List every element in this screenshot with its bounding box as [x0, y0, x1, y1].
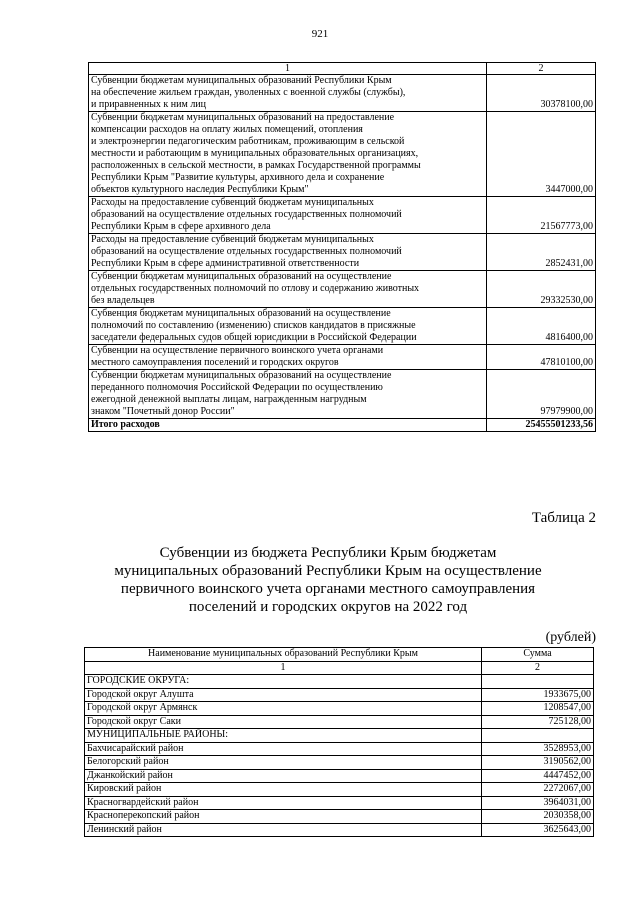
municipality-amount: 3528953,00: [482, 742, 594, 756]
table-row: [89, 112, 596, 197]
municipality-amount: 1208547,00: [482, 702, 594, 716]
municipality-amount: 3190562,00: [482, 756, 594, 770]
unit-label: (рублей): [545, 630, 596, 645]
table-2-title: Субвенции из бюджета Республики Крым бюджетам муниципальных образований Республики Крым на осуществление первичного воинского учета органами местного самоуправления поселений и городских округов на 2022 год: [114, 545, 542, 615]
municipality-name: Ленинский район: [85, 823, 482, 837]
table-row: [89, 75, 596, 112]
table-row: [89, 345, 596, 370]
table-row: [85, 715, 594, 729]
column-number-2: 2: [482, 661, 594, 675]
row-amount: 4816400,00: [487, 308, 596, 345]
row-description: Субвенции бюджетам муниципальных образований на предоставление компенсации расходов на оплату жилых помещений, отопления и электроэнергии педагогическим работникам, проживающим в сельской местности и работающим в муниципальных образовательных организациях, расположенных в сельской местности, в рамках Государственной программы Республики Крым "Развитие культуры, архивного дела и сохранение объектов культурного наследия Республики Крым": [91, 112, 421, 195]
municipality-amount: 4447452,00: [482, 769, 594, 783]
expenses-table: [88, 62, 596, 432]
row-description: Субвенции бюджетам муниципальных образований на осуществление переданного полномочия Российской Федерации по осуществлению ежегодной денежной выплаты лицам, награжденным нагрудным знаком "Почетный донор России": [91, 370, 392, 417]
total-amount: 25455501233,56: [487, 419, 596, 432]
municipality-name: Бахчисарайский район: [85, 742, 482, 756]
municipality-name: Белогорский район: [85, 756, 482, 770]
municipality-amount: 2030358,00: [482, 810, 594, 824]
table-row: [89, 308, 596, 345]
municipality-amount: 3625643,00: [482, 823, 594, 837]
total-label: Итого расходов: [89, 419, 487, 432]
column-number-1: 1: [85, 661, 482, 675]
row-amount: 3447000,00: [487, 112, 596, 197]
table-row: [85, 810, 594, 824]
row-amount: 30378100,00: [487, 75, 596, 112]
table-row: [89, 370, 596, 419]
table-row: [85, 756, 594, 770]
column-number-2: 2: [487, 63, 596, 75]
table-row: [89, 234, 596, 271]
column-number-1: 1: [89, 63, 487, 75]
section-row: [85, 729, 594, 743]
table-2-label: Таблица 2: [531, 510, 596, 526]
municipality-name: Кировский район: [85, 783, 482, 797]
subventions-table: [84, 647, 594, 837]
table-row: [85, 688, 594, 702]
table-row: [85, 783, 594, 797]
table-row: [85, 702, 594, 716]
municipality-amount: 3964031,00: [482, 796, 594, 810]
table-row: [85, 769, 594, 783]
municipality-name: Городской округ Саки: [85, 715, 482, 729]
row-amount: 97979900,00: [487, 370, 596, 419]
column-header-name: Наименование муниципальных образований Республики Крым: [85, 648, 482, 662]
table-row: [89, 271, 596, 308]
total-row: [89, 419, 596, 432]
row-amount: 29332530,00: [487, 271, 596, 308]
table-header-row: [89, 63, 596, 75]
municipality-amount: 2272067,00: [482, 783, 594, 797]
row-description: Субвенции бюджетам муниципальных образований Республики Крым на обеспечение жильем граждан, уволенных с военной службы (службы), и приравненных к ним лиц: [91, 75, 406, 110]
table-row: [89, 197, 596, 234]
row-amount: 21567773,00: [487, 197, 596, 234]
row-description: Субвенция бюджетам муниципальных образований на осуществление полномочий по составлению (изменению) списков кандидатов в присяжные заседатели федеральных судов общей юрисдикции в Российской Федерации: [91, 308, 417, 343]
table-row: [85, 796, 594, 810]
row-description: Субвенции на осуществление первичного воинского учета органами местного самоуправления поселений и городских округов: [91, 345, 384, 368]
section-municipal-districts: МУНИЦИПАЛЬНЫЕ РАЙОНЫ:: [85, 729, 482, 743]
section-row: [85, 675, 594, 689]
row-amount: 2852431,00: [487, 234, 596, 271]
row-description: Расходы на предоставление субвенций бюджетам муниципальных образований на осуществление отдельных государственных полномочий Республики Крым в сфере архивного дела: [91, 197, 402, 232]
municipality-name: Городской округ Армянск: [85, 702, 482, 716]
row-amount: 47810100,00: [487, 345, 596, 370]
column-header-sum: Сумма: [482, 648, 594, 662]
row-description: Расходы на предоставление субвенций бюджетам муниципальных образований на осуществление отдельных государственных полномочий Республики Крым в сфере административной ответственности: [91, 234, 402, 269]
page-number: 921: [311, 28, 329, 40]
row-description: Субвенции бюджетам муниципальных образований на осуществление отдельных государственных полномочий по отлову и содержанию животных без владельцев: [91, 271, 420, 306]
table-header-row: [85, 648, 594, 662]
municipality-name: Красноперекопский район: [85, 810, 482, 824]
municipality-amount: 1933675,00: [482, 688, 594, 702]
municipality-name: Красногвардейский район: [85, 796, 482, 810]
table-row: [85, 823, 594, 837]
municipality-amount: 725128,00: [482, 715, 594, 729]
municipality-name: Джанкойский район: [85, 769, 482, 783]
table-number-row: [85, 661, 594, 675]
table-row: [85, 742, 594, 756]
municipality-name: Городской округ Алушта: [85, 688, 482, 702]
section-urban-districts: ГОРОДСКИЕ ОКРУГА:: [85, 675, 482, 689]
